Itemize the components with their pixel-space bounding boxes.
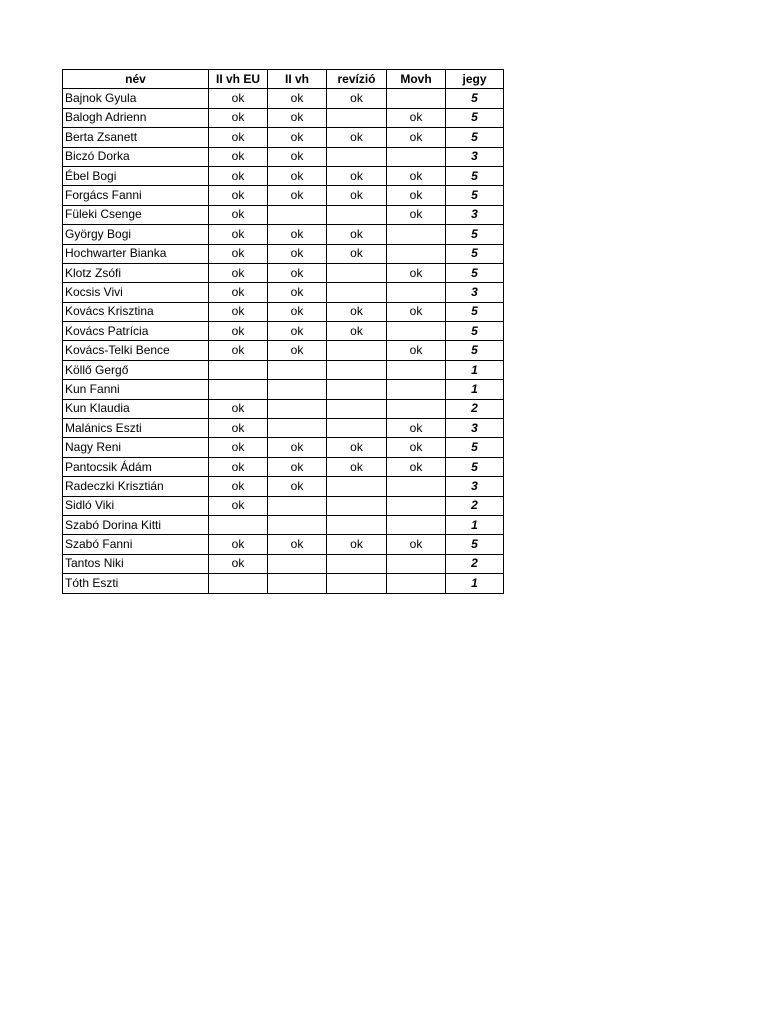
ii-vh-cell[interactable]: ok [268,341,327,360]
table-row [63,399,504,418]
grades-table [62,69,504,594]
movh-cell[interactable] [387,380,446,399]
grade-cell[interactable]: 5 [446,128,504,147]
revizio-cell[interactable] [327,477,387,496]
ii-vh-cell[interactable] [268,515,327,534]
ii-vh-cell[interactable] [268,205,327,224]
movh-cell[interactable]: ok [387,186,446,205]
ii-vh-cell[interactable]: ok [268,166,327,185]
table-row [63,186,504,205]
grade-cell[interactable]: 1 [446,360,504,379]
student-name-cell[interactable]: Balogh Adrienn [63,108,209,127]
ii-vh-eu-cell[interactable]: ok [209,283,268,302]
ii-vh-eu-cell[interactable]: ok [209,535,268,554]
revizio-cell[interactable]: ok [327,322,387,341]
ii-vh-eu-cell[interactable]: ok [209,108,268,127]
ii-vh-eu-cell[interactable]: ok [209,322,268,341]
ii-vh-cell[interactable] [268,554,327,573]
revizio-cell[interactable] [327,554,387,573]
table-row [63,438,504,457]
ii-vh-cell[interactable]: ok [268,128,327,147]
student-name-cell[interactable]: Klotz Zsófi [63,263,209,282]
ii-vh-eu-cell[interactable]: ok [209,554,268,573]
table-row [63,302,504,321]
ii-vh-cell[interactable]: ok [268,322,327,341]
ii-vh-cell[interactable]: ok [268,108,327,127]
table-row [63,108,504,127]
grade-cell[interactable]: 1 [446,380,504,399]
grade-cell[interactable]: 2 [446,399,504,418]
ii-vh-eu-cell[interactable]: ok [209,419,268,438]
ii-vh-eu-cell[interactable] [209,360,268,379]
ii-vh-eu-cell[interactable]: ok [209,166,268,185]
ii-vh-eu-cell[interactable]: ok [209,147,268,166]
movh-cell[interactable]: ok [387,457,446,476]
ii-vh-eu-cell[interactable]: ok [209,399,268,418]
movh-cell[interactable]: ok [387,438,446,457]
table-row [63,457,504,476]
ii-vh-eu-cell[interactable]: ok [209,341,268,360]
table-row [63,205,504,224]
revizio-cell[interactable]: ok [327,244,387,263]
grade-cell[interactable]: 5 [446,186,504,205]
student-name-cell[interactable]: Forgács Fanni [63,186,209,205]
revizio-cell[interactable]: ok [327,535,387,554]
movh-cell[interactable]: ok [387,302,446,321]
column-header-name[interactable]: név [63,70,209,89]
grade-cell[interactable]: 5 [446,341,504,360]
table-row [63,225,504,244]
movh-cell[interactable]: ok [387,166,446,185]
ii-vh-eu-cell[interactable]: ok [209,438,268,457]
ii-vh-cell[interactable]: ok [268,186,327,205]
revizio-cell[interactable] [327,147,387,166]
grade-cell[interactable]: 1 [446,515,504,534]
movh-cell[interactable] [387,225,446,244]
grade-cell[interactable]: 3 [446,147,504,166]
column-header-revizio[interactable]: revízió [327,70,387,89]
revizio-cell[interactable] [327,108,387,127]
ii-vh-cell[interactable]: ok [268,283,327,302]
revizio-cell[interactable] [327,205,387,224]
student-name-cell[interactable]: Berta Zsanett [63,128,209,147]
ii-vh-eu-cell[interactable]: ok [209,128,268,147]
column-header-jegy[interactable]: jegy [446,70,504,89]
ii-vh-eu-cell[interactable]: ok [209,496,268,515]
table-row [63,244,504,263]
ii-vh-eu-cell[interactable]: ok [209,186,268,205]
revizio-cell[interactable] [327,283,387,302]
grade-cell[interactable]: 5 [446,89,504,108]
ii-vh-cell[interactable]: ok [268,225,327,244]
ii-vh-cell[interactable]: ok [268,89,327,108]
student-name-cell[interactable]: Sidló Viki [63,496,209,515]
grades-table-body [63,89,504,593]
revizio-cell[interactable] [327,515,387,534]
table-row [63,128,504,147]
movh-cell[interactable] [387,477,446,496]
ii-vh-eu-cell[interactable]: ok [209,225,268,244]
revizio-cell[interactable]: ok [327,302,387,321]
column-header-ii-vh-eu[interactable]: II vh EU [209,70,268,89]
ii-vh-cell[interactable]: ok [268,147,327,166]
grade-cell[interactable]: 2 [446,554,504,573]
student-name-cell[interactable]: Kun Fanni [63,380,209,399]
movh-cell[interactable]: ok [387,341,446,360]
revizio-cell[interactable] [327,263,387,282]
ii-vh-eu-cell[interactable]: ok [209,89,268,108]
revizio-cell[interactable] [327,360,387,379]
ii-vh-eu-cell[interactable]: ok [209,205,268,224]
movh-cell[interactable] [387,322,446,341]
column-header-ii-vh[interactable]: II vh [268,70,327,89]
revizio-cell[interactable] [327,380,387,399]
student-name-cell[interactable]: Kovács Patrícia [63,322,209,341]
table-row [63,283,504,302]
grade-cell[interactable]: 5 [446,438,504,457]
movh-cell[interactable] [387,515,446,534]
student-name-cell[interactable]: Kocsis Vivi [63,283,209,302]
student-name-cell[interactable]: Malánics Eszti [63,419,209,438]
grade-cell[interactable]: 3 [446,477,504,496]
ii-vh-eu-cell[interactable] [209,574,268,593]
ii-vh-cell[interactable]: ok [268,457,327,476]
grade-cell[interactable]: 5 [446,166,504,185]
ii-vh-cell[interactable] [268,419,327,438]
revizio-cell[interactable]: ok [327,128,387,147]
header-row [63,70,504,89]
revizio-cell[interactable]: ok [327,166,387,185]
revizio-cell[interactable] [327,574,387,593]
movh-cell[interactable]: ok [387,535,446,554]
table-row [63,477,504,496]
table-row [63,89,504,108]
table-row [63,496,504,515]
student-name-cell[interactable]: Kovács Krisztina [63,302,209,321]
revizio-cell[interactable] [327,419,387,438]
ii-vh-eu-cell[interactable] [209,515,268,534]
movh-cell[interactable]: ok [387,128,446,147]
movh-cell[interactable] [387,283,446,302]
grade-cell[interactable]: 1 [446,574,504,593]
movh-cell[interactable]: ok [387,419,446,438]
grade-cell[interactable]: 2 [446,496,504,515]
student-name-cell[interactable]: Ébel Bogi [63,166,209,185]
student-name-cell[interactable]: Nagy Reni [63,438,209,457]
ii-vh-eu-cell[interactable]: ok [209,457,268,476]
grade-cell[interactable]: 5 [446,302,504,321]
ii-vh-cell[interactable] [268,496,327,515]
table-row [63,147,504,166]
ii-vh-eu-cell[interactable] [209,380,268,399]
grade-cell[interactable]: 5 [446,225,504,244]
grade-cell[interactable]: 3 [446,205,504,224]
ii-vh-cell[interactable] [268,574,327,593]
student-name-cell[interactable]: Szabó Fanni [63,535,209,554]
ii-vh-cell[interactable]: ok [268,477,327,496]
table-row [63,166,504,185]
revizio-cell[interactable] [327,399,387,418]
student-name-cell[interactable]: Köllő Gergő [63,360,209,379]
ii-vh-eu-cell[interactable]: ok [209,477,268,496]
ii-vh-cell[interactable] [268,360,327,379]
table-row [63,574,504,593]
grade-cell[interactable]: 5 [446,535,504,554]
table-row [63,419,504,438]
revizio-cell[interactable]: ok [327,438,387,457]
ii-vh-cell[interactable] [268,380,327,399]
ii-vh-cell[interactable]: ok [268,263,327,282]
movh-cell[interactable]: ok [387,263,446,282]
revizio-cell[interactable] [327,341,387,360]
ii-vh-cell[interactable]: ok [268,302,327,321]
movh-cell[interactable] [387,360,446,379]
grade-cell[interactable]: 3 [446,419,504,438]
grade-cell[interactable]: 5 [446,108,504,127]
movh-cell[interactable]: ok [387,108,446,127]
table-row [63,341,504,360]
movh-cell[interactable] [387,496,446,515]
ii-vh-eu-cell[interactable]: ok [209,302,268,321]
grade-cell[interactable]: 3 [446,283,504,302]
column-header-movh[interactable]: Movh [387,70,446,89]
student-name-cell[interactable]: Kun Klaudia [63,399,209,418]
table-row [63,554,504,573]
student-name-cell[interactable]: György Bogi [63,225,209,244]
revizio-cell[interactable]: ok [327,225,387,244]
ii-vh-cell[interactable]: ok [268,244,327,263]
student-name-cell[interactable]: Radeczki Krisztián [63,477,209,496]
table-row [63,263,504,282]
student-name-cell[interactable]: Pantocsik Ádám [63,457,209,476]
movh-cell[interactable]: ok [387,205,446,224]
movh-cell[interactable] [387,147,446,166]
movh-cell[interactable] [387,244,446,263]
movh-cell[interactable] [387,554,446,573]
ii-vh-eu-cell[interactable]: ok [209,244,268,263]
student-name-cell[interactable]: Bajnok Gyula [63,89,209,108]
table-row [63,360,504,379]
student-name-cell[interactable]: Tantos Niki [63,554,209,573]
revizio-cell[interactable]: ok [327,457,387,476]
table-row [63,535,504,554]
ii-vh-cell[interactable]: ok [268,438,327,457]
ii-vh-eu-cell[interactable]: ok [209,263,268,282]
student-name-cell[interactable]: Hochwarter Bianka [63,244,209,263]
table-row [63,380,504,399]
table-row [63,322,504,341]
movh-cell[interactable] [387,399,446,418]
grade-cell[interactable]: 5 [446,263,504,282]
grade-cell[interactable]: 5 [446,322,504,341]
ii-vh-cell[interactable]: ok [268,535,327,554]
student-name-cell[interactable]: Füleki Csenge [63,205,209,224]
spreadsheet-page [62,69,504,594]
movh-cell[interactable] [387,574,446,593]
ii-vh-cell[interactable] [268,399,327,418]
student-name-cell[interactable]: Biczó Dorka [63,147,209,166]
movh-cell[interactable] [387,89,446,108]
student-name-cell[interactable]: Tóth Eszti [63,574,209,593]
revizio-cell[interactable]: ok [327,186,387,205]
grade-cell[interactable]: 5 [446,457,504,476]
student-name-cell[interactable]: Szabó Dorina Kitti [63,515,209,534]
grade-cell[interactable]: 5 [446,244,504,263]
student-name-cell[interactable]: Kovács-Telki Bence [63,341,209,360]
revizio-cell[interactable] [327,496,387,515]
revizio-cell[interactable]: ok [327,89,387,108]
table-row [63,515,504,534]
